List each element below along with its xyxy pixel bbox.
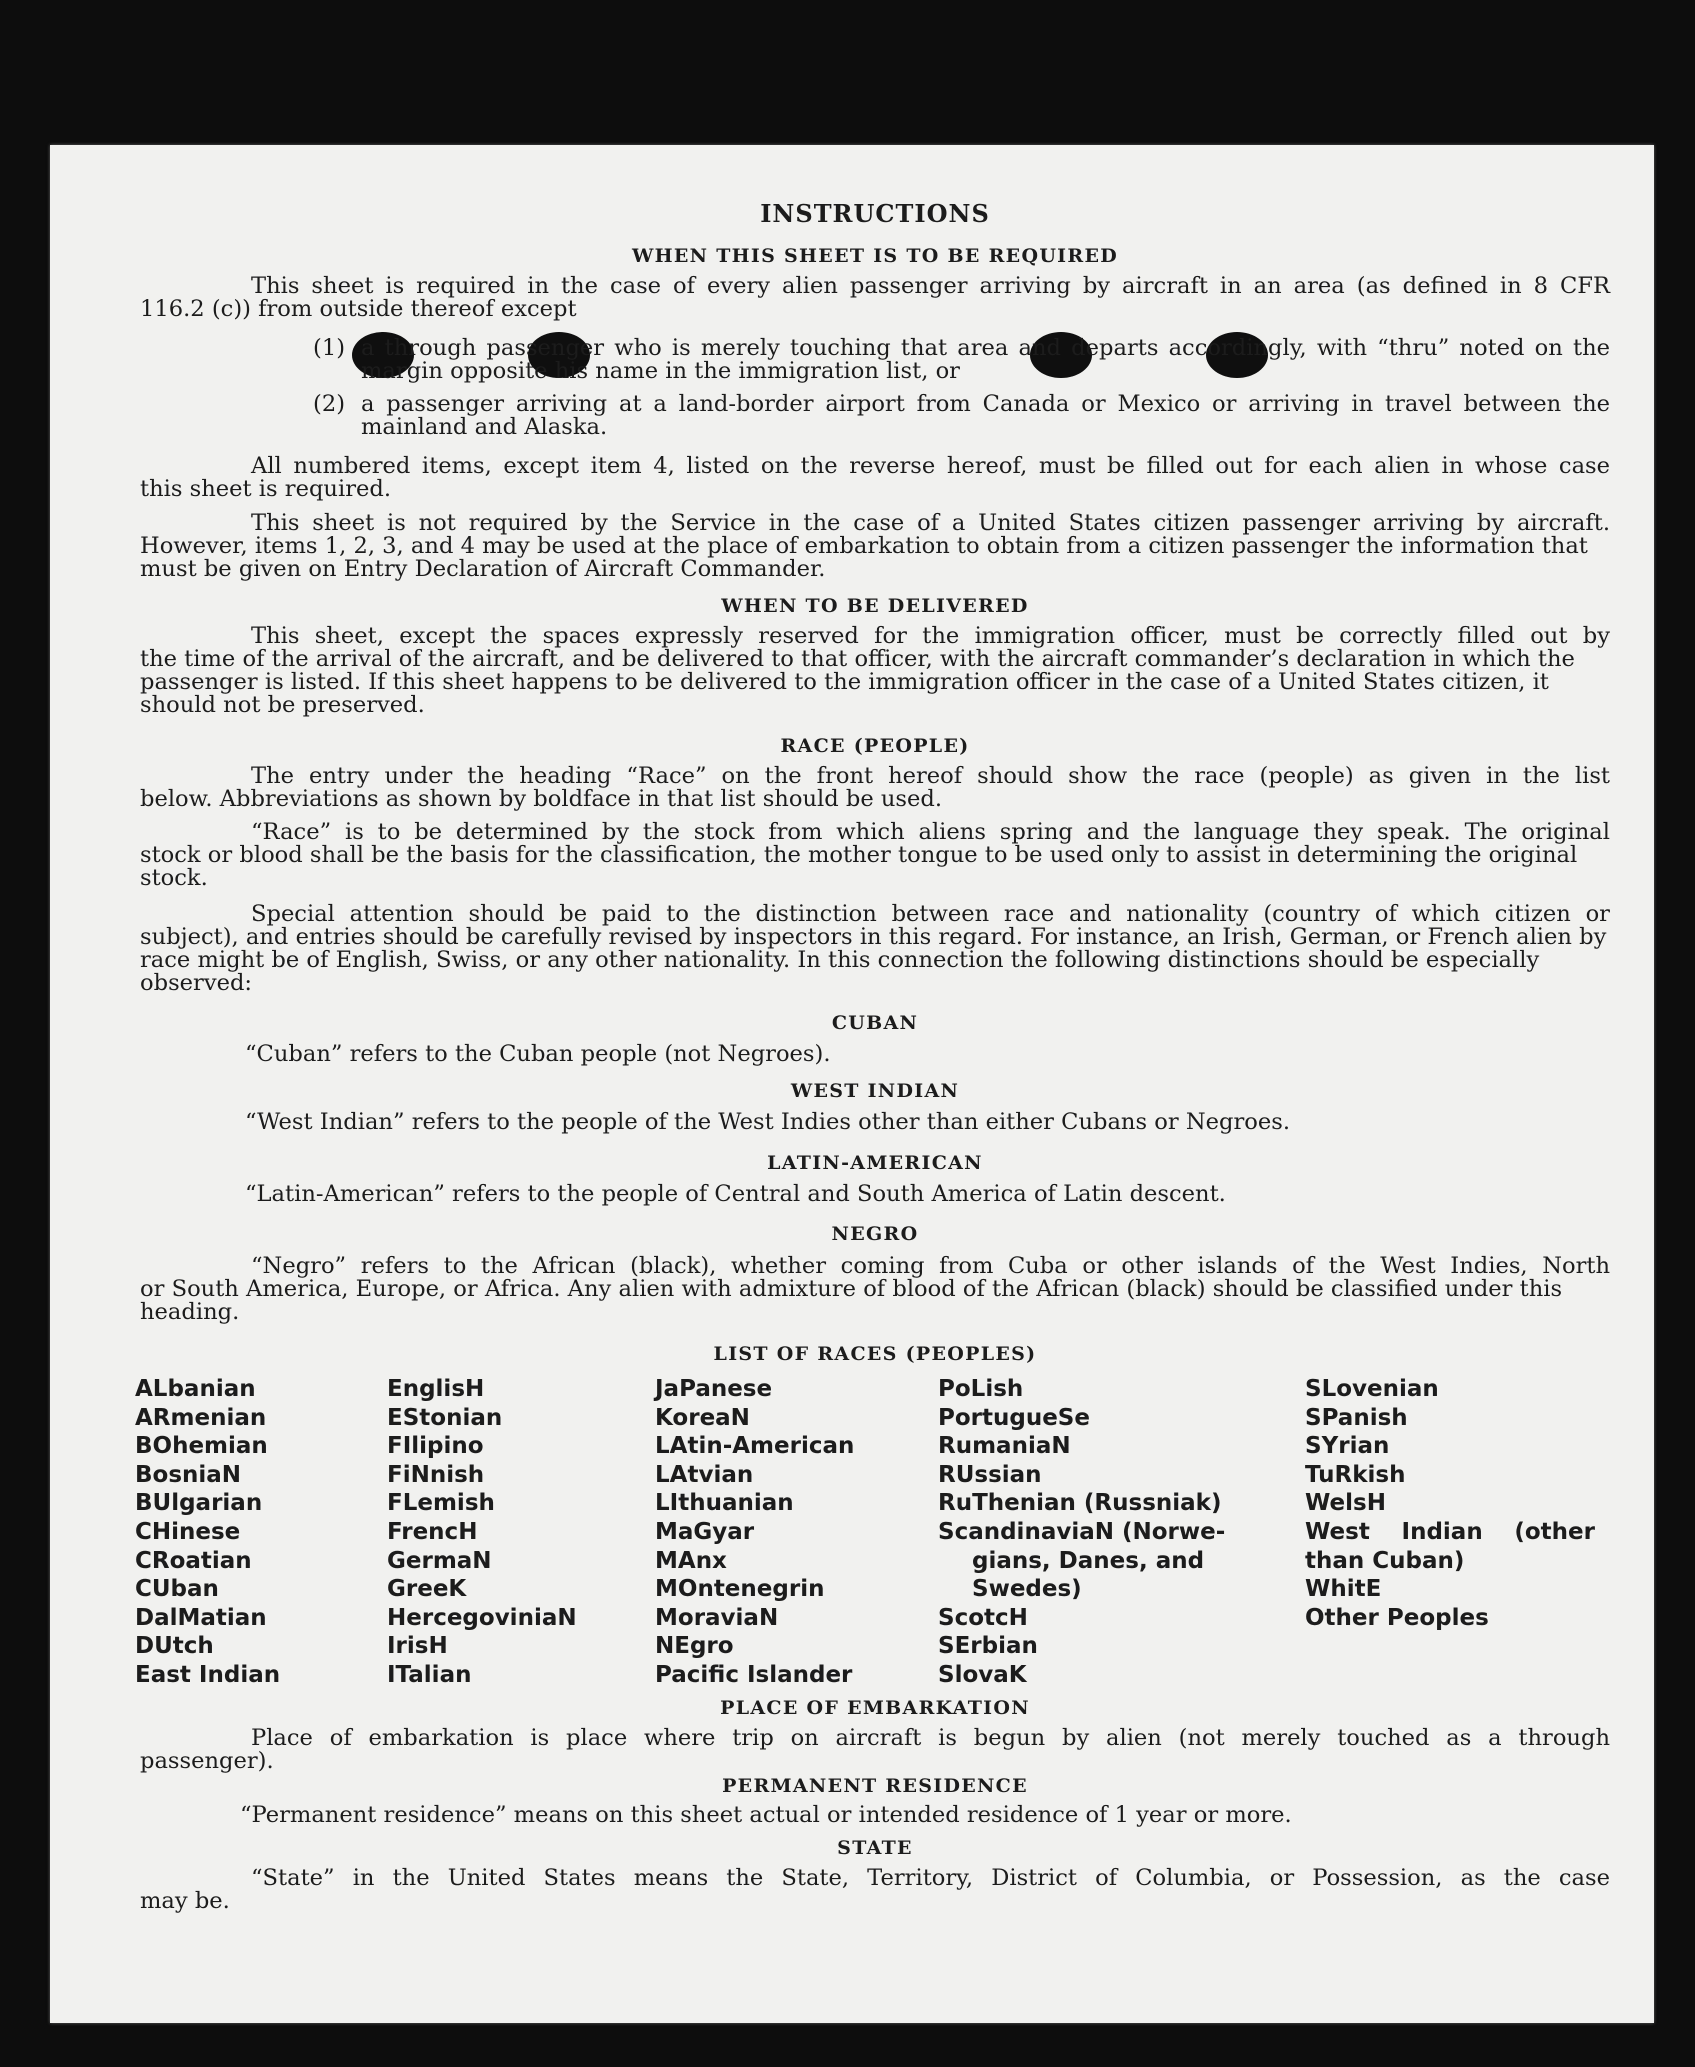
paragraph: “Latin-American” refers to the people of Central and South America of Latin descent. bbox=[245, 1181, 1226, 1207]
race-item: ScandinaviaN (Norwe- bbox=[938, 1518, 1226, 1545]
race-item: PoLish bbox=[938, 1376, 1024, 1402]
race-item: ITalian bbox=[387, 1661, 472, 1688]
paragraph: “Negro” refers to the African (black), whether coming from Cuba or other islands of the West Indies, North or South America, Europe, or Africa. Any alien with admixture of blood of the African (black) should be classified under this heading. bbox=[140, 1253, 1610, 1325]
section-heading: WHEN THIS SHEET IS TO BE REQUIRED bbox=[631, 245, 1119, 267]
paragraph: “State” in the United States means the State, Territory, District of Columbia, or Possession, as the case may be. bbox=[140, 1865, 1610, 1914]
race-item: MaGyar bbox=[655, 1518, 755, 1545]
race-column bbox=[1305, 1375, 1595, 1632]
page-title: INSTRUCTIONS bbox=[760, 199, 990, 228]
paragraph: “Cuban” refers to the Cuban people (not Negroes). bbox=[245, 1041, 831, 1067]
race-item: FiNnish bbox=[387, 1461, 485, 1488]
race-item: CRoatian bbox=[135, 1547, 252, 1574]
race-item: KoreaN bbox=[655, 1404, 750, 1431]
race-item: Pacific Islander bbox=[655, 1661, 853, 1688]
race-item: FrencH bbox=[387, 1518, 478, 1545]
paragraph: “Permanent residence” means on this sheet actual or intended residence of 1 year or more. bbox=[240, 1802, 1292, 1828]
section-heading: WHEN TO BE DELIVERED bbox=[721, 595, 1029, 617]
race-item: MAnx bbox=[655, 1547, 727, 1574]
race-item: ARmenian bbox=[135, 1404, 267, 1431]
race-item: EnglisH bbox=[387, 1376, 485, 1402]
race-item: RUssian bbox=[938, 1461, 1042, 1488]
race-item: FIlipino bbox=[387, 1433, 484, 1460]
section-heading: LIST OF RACES (PEOPLES) bbox=[713, 1343, 1037, 1365]
document-sheet bbox=[50, 145, 1654, 2023]
race-item: JaPanese bbox=[655, 1376, 773, 1402]
race-item: MoraviaN bbox=[655, 1604, 779, 1631]
race-item: SYrian bbox=[1305, 1433, 1390, 1460]
race-item: SLovenian bbox=[1305, 1376, 1439, 1402]
race-item: PortugueSe bbox=[938, 1404, 1090, 1431]
race-item: FLemish bbox=[387, 1490, 495, 1517]
paragraph: “Race” is to be determined by the stock from which aliens spring and the language they speak. The original stock or blood shall be the basis for the classification, the mother tongue to be used only to assist in determining the original stock. bbox=[140, 819, 1610, 891]
section-heading: LATIN-AMERICAN bbox=[767, 1152, 983, 1174]
race-item: CHinese bbox=[135, 1518, 241, 1545]
race-item: EStonian bbox=[387, 1404, 503, 1431]
race-item: MOntenegrin bbox=[655, 1576, 825, 1603]
section-heading: NEGRO bbox=[831, 1223, 919, 1245]
race-item: CUban bbox=[135, 1576, 219, 1603]
race-item: SPanish bbox=[1305, 1404, 1408, 1431]
paragraph: This sheet is not required by the Service in the case of a United States citizen passenger arriving by aircraft. However, items 1, 2, 3, and 4 may be used at the place of embarkation to obtain from a citizen passenger the information that must be given on Entry Declaration of Aircraft Commander. bbox=[140, 510, 1610, 582]
list-item: (2) a passenger arriving at a land-border airport from Canada or Mexico or arriving in travel between the mainland and Alaska. bbox=[313, 391, 1610, 440]
paragraph: This sheet, except the spaces expressly reserved for the immigration officer, must be correctly filled out by the time of the arrival of the aircraft, and be delivered to that officer, with the aircraft commander’s declaration in which the passenger is listed. If this sheet happens to be delivered to the immigration officer in the case of a United States citizen, it should not be preserved. bbox=[140, 623, 1610, 718]
list-item: (1) a through passenger who is merely touching that area and departs accordingly, with “thru” noted on the margin opposite his name in the immigration list, or bbox=[313, 335, 1610, 384]
race-item: IrisH bbox=[387, 1633, 448, 1660]
race-item: Other Peoples bbox=[1305, 1604, 1489, 1631]
race-item: ALbanian bbox=[135, 1376, 256, 1402]
race-item: WelsH bbox=[1305, 1490, 1386, 1517]
section-heading: WEST INDIAN bbox=[790, 1080, 960, 1102]
race-item: Swedes) bbox=[972, 1576, 1082, 1603]
paragraph: All numbered items, except item 4, listed on the reverse hereof, must be filled out for each alien in whose case this sheet is required. bbox=[140, 453, 1610, 502]
section-heading: RACE (PEOPLE) bbox=[780, 735, 970, 757]
race-item: DUtch bbox=[135, 1633, 214, 1660]
paragraph: Place of embarkation is place where trip on aircraft is begun by alien (not merely touched as a through passenger). bbox=[140, 1725, 1610, 1774]
race-column bbox=[655, 1375, 854, 1690]
race-item: RuThenian (Russniak) bbox=[938, 1490, 1222, 1517]
race-item: HercegoviniaN bbox=[387, 1604, 577, 1631]
race-item: SErbian bbox=[938, 1633, 1038, 1660]
race-item: BOhemian bbox=[135, 1433, 268, 1460]
race-item: GermaN bbox=[387, 1547, 492, 1574]
race-column bbox=[387, 1375, 577, 1690]
section-heading: CUBAN bbox=[831, 1012, 919, 1034]
section-heading: STATE bbox=[837, 1837, 913, 1859]
race-item: NEgro bbox=[655, 1633, 734, 1660]
race-column bbox=[938, 1375, 1225, 1690]
section-heading: PERMANENT RESIDENCE bbox=[722, 1775, 1028, 1797]
paragraph: Special attention should be paid to the distinction between race and nationality (country of which citizen or subject), and entries should be carefully revised by inspectors in this regard. For instance, an Irish, German, or French alien by race might be of English, Swiss, or any other nationality. In this connection the following distinctions should be especially observed: bbox=[140, 901, 1610, 996]
race-item: LAtin-American bbox=[655, 1433, 855, 1460]
race-item: ScotcH bbox=[938, 1604, 1028, 1631]
paragraph: The entry under the heading “Race” on the front hereof should show the race (people) as given in the list below. Abbreviations as shown by boldface in that list should be used. bbox=[140, 763, 1610, 812]
paragraph: This sheet is required in the case of every alien passenger arriving by aircraft in an area (as defined in 8 CFR 116.2 (c)) from outside thereof except bbox=[140, 273, 1610, 322]
race-item: RumaniaN bbox=[938, 1433, 1071, 1460]
race-item: SlovaK bbox=[938, 1661, 1027, 1688]
paragraph: “West Indian” refers to the people of the West Indies other than either Cubans or Negroes. bbox=[245, 1109, 1291, 1135]
race-item: BUlgarian bbox=[135, 1490, 263, 1517]
section-heading: PLACE OF EMBARKATION bbox=[720, 1697, 1030, 1719]
race-item: WhitE bbox=[1305, 1576, 1382, 1603]
race-column bbox=[135, 1375, 280, 1690]
race-item: West Indian (other than Cuban) bbox=[1305, 1518, 1595, 1574]
race-item: LIthuanian bbox=[655, 1490, 794, 1517]
race-item: DalMatian bbox=[135, 1604, 267, 1631]
race-item: GreeK bbox=[387, 1576, 467, 1603]
race-item: TuRkish bbox=[1305, 1461, 1406, 1488]
race-item: BosniaN bbox=[135, 1461, 242, 1488]
race-item: gians, Danes, and bbox=[972, 1547, 1205, 1574]
race-item: East Indian bbox=[135, 1661, 281, 1688]
race-item: LAtvian bbox=[655, 1461, 754, 1488]
